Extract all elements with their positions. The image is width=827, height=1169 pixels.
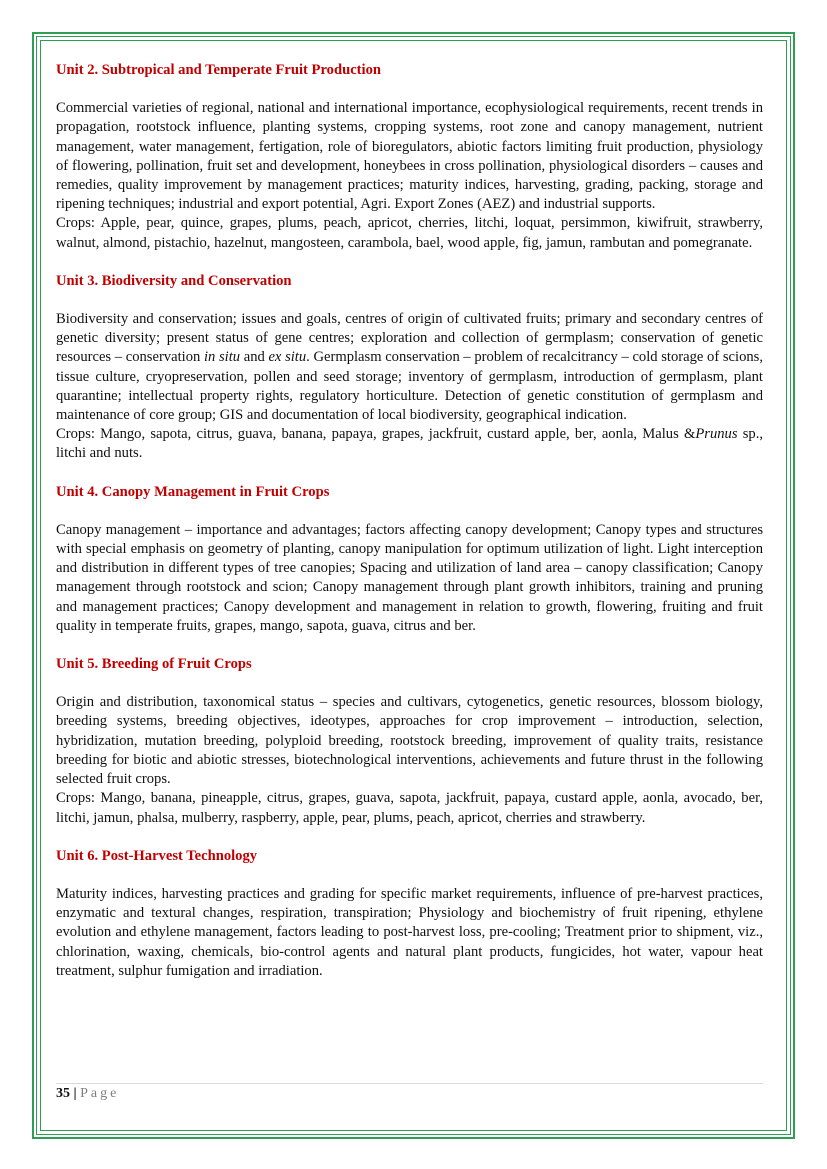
footer-divider [56,1083,763,1084]
unit-3-description [56,310,763,425]
unit-4-section [56,483,763,636]
page-footer [56,1086,119,1102]
unit-3-text-c: . Germplasm conservation – problem of recalcitrancy – cold storage of scions, tissue culture, cryopreservation, pollen and seed storage; inventory of germplasm, introduction of germplasm, plant quarantine; intellectual property rights, regulatory horticulture. Detection of genetic constitution of germplasm and maintenance of core group; GIS and documentation of local biodiversity, geographical indication. [56,349,763,424]
page-content [56,61,763,981]
footer-separator: | [73,1086,77,1101]
unit-3-heading: Unit 3. Biodiversity and Conservation [56,272,292,289]
unit-5-description: Origin and distribution, taxonomical status – species and cultivars, cytogenetics, genetic resources, blossom biology, breeding systems, breeding objectives, ideotypes, approaches for crop improvement – introduction, selection, hybridization, mutation breeding, polyploid breeding, rootstock breeding, improvement of quality traits, resistance breeding for biotic and abiotic stresses, biotechnological interventions, achievements and future thrust in the following selected fruit crops. [56,694,763,788]
unit-5-heading: Unit 5. Breeding of Fruit Crops [56,656,252,673]
unit-2-heading: Unit 2. Subtropical and Temperate Fruit Production [56,62,382,78]
unit-2-crops: Crops: Apple, pear, quince, grapes, plums, peach, apricot, cherries, litchi, loquat, persimmon, kiwifruit, strawberry, walnut, almond, pistachio, hazelnut, mangosteen, carambola, bael, wood apple, fig, jamun, rambutan and pomegranate. [56,215,763,251]
unit-3-ex-situ: ex situ [268,349,307,366]
unit-5-crops: Crops: Mango, banana, pineapple, citrus, grapes, guava, sapota, jackfruit, papaya, custard apple, aonla, avocado, ber, litchi, jamun, phalsa, mulberry, raspberry, apple, pear, plums, peach, apricot, cherries and strawberry. [56,790,763,826]
unit-4-heading: Unit 4. Canopy Management in Fruit Crops [56,483,330,500]
unit-6-section [56,847,763,981]
unit-6-heading: Unit 6. Post-Harvest Technology [56,847,258,864]
unit-3-text-a: Biodiversity and conservation; issues and goals, centres of origin of cultivated fruits; primary and secondary centres of genetic diversity; present status of gene centres; exploration and collection of germplasm; conservation of genetic resources – conservation [56,311,763,366]
unit-2-section [56,61,763,253]
unit-3-crops-b: sp., litchi and nuts. [56,426,764,462]
unit-3-section [56,272,763,464]
page-number: 35 [56,1086,70,1101]
unit-4-description: Canopy management – importance and advantages; factors affecting canopy development; Canopy types and structures with special emphasis on geometry of planting, canopy manipulation for optimum utilization of light. Light interception and distribution in different types of tree canopies; Spacing and utilization of land area – canopy classification; Canopy management through rootstock and scion; Canopy management through plant growth inhibitors, training and pruning and management practices; Canopy development and management in relation to growth, flowering, fruiting and fruit quality in temperate fruits, grapes, mango, sapota, guava, citrus and ber. [56,521,763,634]
page-label: Page [80,1086,120,1101]
unit-3-in-situ: in situ [203,349,241,366]
unit-6-description: Maturity indices, harvesting practices and grading for specific market requirements, influence of pre-harvest practices, enzymatic and textural changes, respiration, transpiration; Physiology and biochemistry of fruit ripening, ethylene evolution and ethylene management, factors leading to post-harvest loss, pre-cooling; Treatment prior to shipment, viz., chlorination, waxing, chemicals, bio-control agents and natural plant products, fungicides, hot water, vapour heat treatment, sulphur fumigation and irradiation. [56,885,763,979]
unit-2-description: Commercial varieties of regional, national and international importance, ecophysiological requirements, recent trends in propagation, rootstock influence, planting systems, cropping systems, root zone and canopy management, nutrient management, water management, fertigation, role of bioregulators, abiotic factors limiting fruit production, physiology of flowering, pollination, fruit set and development, honeybees in cross pollination, physiological disorders – causes and remedies, quality improvement by management practices; maturity indices, harvesting, grading, packing, storage and ripening techniques; industrial and export potential, Agri. Export Zones (AEZ) and industrial supports. [56,100,763,213]
unit-3-crops [56,425,763,463]
unit-3-crops-a: Crops: Mango, sapota, citrus, guava, banana, papaya, grapes, jackfruit, custard apple, ber, aonla, Malus & [56,426,696,443]
unit-5-section [56,655,763,828]
unit-3-text-b: and [240,349,269,366]
unit-3-prunus: Prunus [695,426,738,443]
